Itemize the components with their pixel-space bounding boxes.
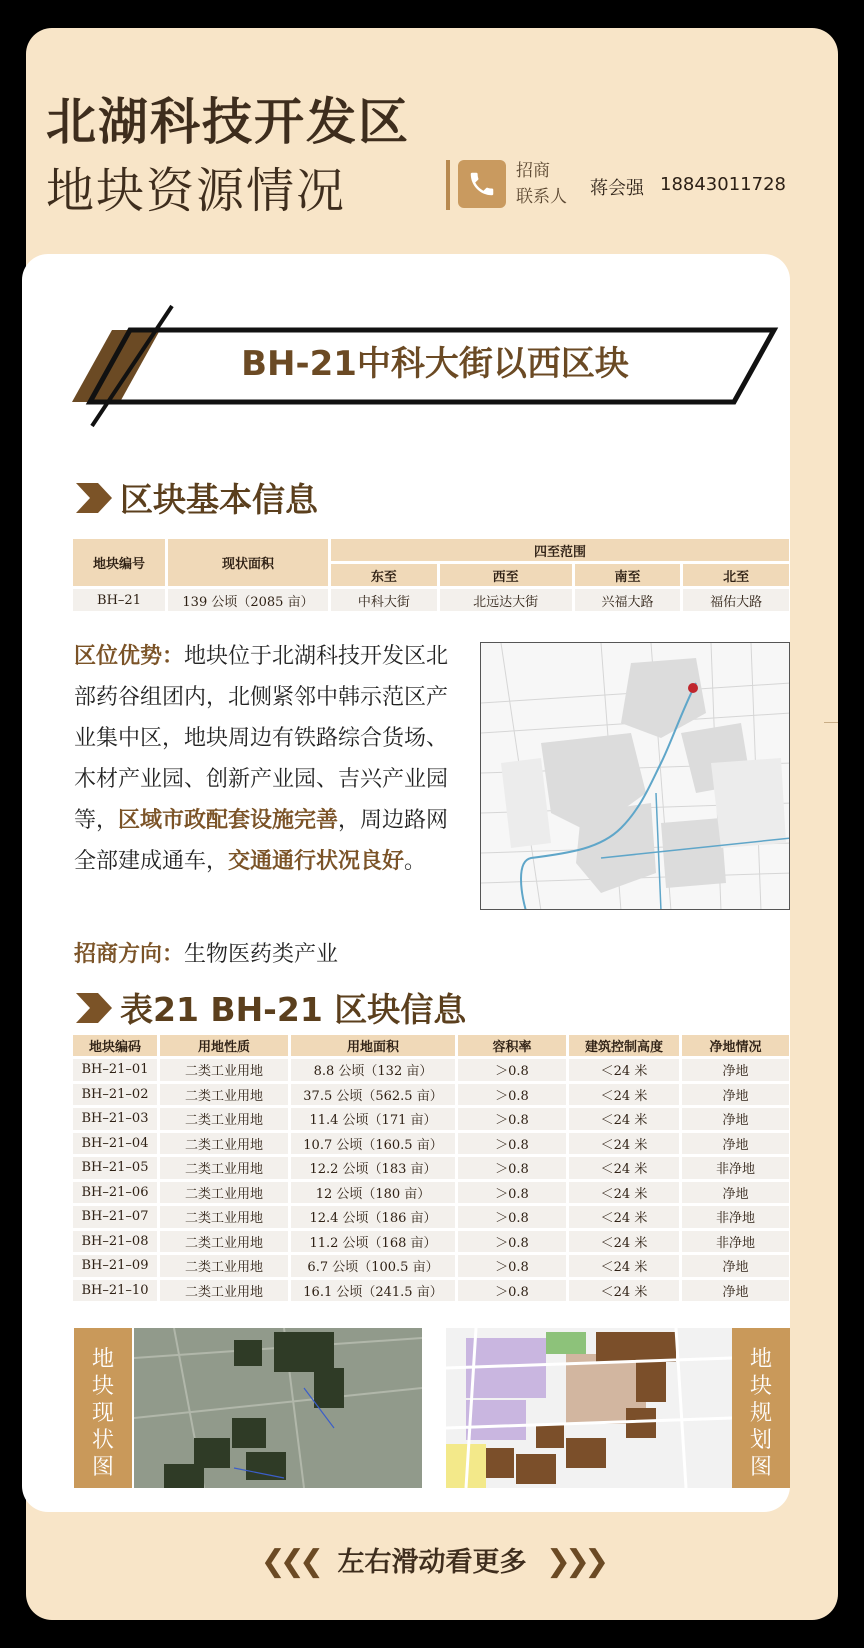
cell: 6.7 公顷（100.5 亩）: [291, 1255, 455, 1277]
cell: ＞0.8: [458, 1206, 566, 1228]
cell: 二类工业用地: [160, 1231, 288, 1253]
cell: 12 公顷（180 亩）: [291, 1182, 455, 1204]
chevrons-right-icon: ❯❯❯: [545, 1544, 604, 1579]
cell: ＜24 米: [569, 1084, 679, 1106]
table-row: [73, 1084, 789, 1106]
cell: BH–21–07: [73, 1206, 157, 1228]
location-highlight-1: 区域市政配套设施完善: [118, 808, 339, 833]
th-land-area: 用地面积: [291, 1035, 455, 1056]
location-highlight-2: 交通通行状况良好: [228, 849, 405, 874]
cell: ＞0.8: [458, 1231, 566, 1253]
contact-label: [516, 158, 567, 210]
table-row: [73, 1231, 789, 1253]
cell: 11.4 公顷（171 亩）: [291, 1108, 455, 1130]
cell: 二类工业用地: [160, 1157, 288, 1179]
cell: ＜24 米: [569, 1108, 679, 1130]
cell: 12.4 公顷（186 亩）: [291, 1206, 455, 1228]
th-area: 现状面积: [168, 539, 328, 586]
cell: 11.2 公顷（168 亩）: [291, 1231, 455, 1253]
th-clear-status: 净地情况: [682, 1035, 789, 1056]
cell: 二类工业用地: [160, 1108, 288, 1130]
cell: 中科大街: [331, 589, 437, 611]
cell: BH–21–05: [73, 1157, 157, 1179]
location-text-e: 。: [404, 849, 427, 874]
cell: 净地: [682, 1108, 789, 1130]
location-map[interactable]: [480, 642, 790, 910]
cell: ＞0.8: [458, 1108, 566, 1130]
current-status-tag: [74, 1328, 132, 1488]
cell: ＞0.8: [458, 1182, 566, 1204]
contact-label-line2: 联系人: [516, 187, 567, 207]
th-east: 东至: [331, 564, 437, 586]
cell: 净地: [682, 1059, 789, 1081]
th-bounds: 四至范围: [331, 539, 789, 561]
cell: 二类工业用地: [160, 1206, 288, 1228]
location-text-a: 地块位于北湖科技开发区北部药谷组团内，北侧紧邻中韩示范区产业集中区，地块周边有铁路综合货场、木材产业园、创新产业园、吉兴产业园等，: [74, 644, 449, 833]
direction-label: 招商方向：: [74, 942, 185, 967]
th-plot-code: 地块编码: [73, 1035, 157, 1056]
table-header-row: [73, 539, 789, 561]
cell: ＜24 米: [569, 1280, 679, 1302]
cell: 净地: [682, 1255, 789, 1277]
current-status-label: 地块现状图: [91, 1347, 114, 1480]
cell: 139 公顷（2085 亩）: [168, 589, 328, 611]
cell: ＞0.8: [458, 1255, 566, 1277]
cell: 非净地: [682, 1206, 789, 1228]
location-label: 区位优势：: [74, 644, 185, 669]
cell: 二类工业用地: [160, 1084, 288, 1106]
cell: 福佑大路: [683, 589, 789, 611]
section-title: 表21 BH-21 区块信息: [120, 990, 467, 1029]
cell: BH–21–01: [73, 1059, 157, 1081]
cell: ＞0.8: [458, 1280, 566, 1302]
page-title: 北湖科技开发区: [46, 93, 410, 151]
plot-info-table: [70, 1032, 792, 1304]
basic-info-table: [70, 536, 792, 614]
table-row: [73, 1280, 789, 1302]
th-north: 北至: [683, 564, 789, 586]
cell: BH–21–04: [73, 1133, 157, 1155]
th-land-use: 用地性质: [160, 1035, 288, 1056]
table-header-row: [73, 1035, 789, 1056]
cell: 12.2 公顷（183 亩）: [291, 1157, 455, 1179]
chevrons-left-icon: ❮❮❮: [260, 1544, 319, 1579]
cell: 二类工业用地: [160, 1182, 288, 1204]
cell: BH–21–06: [73, 1182, 157, 1204]
cell: 净地: [682, 1084, 789, 1106]
cell: ＞0.8: [458, 1059, 566, 1081]
table-row: [73, 1157, 789, 1179]
cell: BH–21: [73, 589, 165, 611]
cell: 净地: [682, 1133, 789, 1155]
cell: ＞0.8: [458, 1084, 566, 1106]
th-far: 容积率: [458, 1035, 566, 1056]
contact-phone[interactable]: 18843011728: [660, 174, 786, 195]
cell: BH–21–02: [73, 1084, 157, 1106]
contact-divider: [446, 160, 450, 210]
page-subtitle: 地块资源情况: [46, 163, 347, 219]
location-text-c: ，周边路网全部建成通车，: [74, 808, 449, 874]
chevron-right-icon: [76, 991, 114, 1025]
cell: ＜24 米: [569, 1182, 679, 1204]
cell: BH–21–09: [73, 1255, 157, 1277]
divider-right: [824, 722, 838, 723]
cell: BH–21–03: [73, 1108, 157, 1130]
th-height: 建筑控制高度: [569, 1035, 679, 1056]
direction-value: 生物医药类产业: [184, 942, 339, 967]
cell: ＞0.8: [458, 1157, 566, 1179]
table-row: [73, 1108, 789, 1130]
swipe-hint[interactable]: [0, 1540, 864, 1579]
planning-map[interactable]: [446, 1328, 732, 1488]
table-row: [73, 1133, 789, 1155]
cell: ＜24 米: [569, 1157, 679, 1179]
cell: 北远达大街: [440, 589, 572, 611]
cell: 非净地: [682, 1231, 789, 1253]
cell: 二类工业用地: [160, 1255, 288, 1277]
planning-label: 地块规划图: [749, 1347, 772, 1480]
cell: ＜24 米: [569, 1255, 679, 1277]
table-row: [73, 1206, 789, 1228]
block-banner: [60, 290, 780, 440]
th-south: 南至: [575, 564, 681, 586]
contact-label-line1: 招商: [516, 161, 550, 181]
th-west: 西至: [440, 564, 572, 586]
contact-name: 蒋会强: [590, 178, 644, 199]
table-row: [73, 1182, 789, 1204]
cell: 净地: [682, 1182, 789, 1204]
cell: ＜24 米: [569, 1059, 679, 1081]
table-row: [73, 589, 789, 611]
phone-icon[interactable]: [458, 160, 506, 208]
cell: ＜24 米: [569, 1231, 679, 1253]
cell: 8.8 公顷（132 亩）: [291, 1059, 455, 1081]
location-marker-icon: [688, 683, 698, 693]
section-title: 区块基本信息: [120, 480, 318, 519]
cell: ＞0.8: [458, 1133, 566, 1155]
table-row: [73, 1059, 789, 1081]
section-basic-info: [76, 474, 318, 521]
cell: 非净地: [682, 1157, 789, 1179]
cell: ＜24 米: [569, 1133, 679, 1155]
table-row: [73, 1255, 789, 1277]
banner-title: BH-21中科大街以西区块: [241, 344, 629, 384]
section-plot-info: [76, 984, 466, 1031]
cell: 二类工业用地: [160, 1059, 288, 1081]
swipe-hint-text: 左右滑动看更多: [337, 1547, 527, 1578]
cell: 二类工业用地: [160, 1133, 288, 1155]
chevron-right-icon: [76, 481, 114, 515]
th-code: 地块编号: [73, 539, 165, 586]
current-status-photo[interactable]: [134, 1328, 422, 1488]
cell: 10.7 公顷（160.5 亩）: [291, 1133, 455, 1155]
planning-tag: [732, 1328, 790, 1488]
cell: BH–21–10: [73, 1280, 157, 1302]
cell: 16.1 公顷（241.5 亩）: [291, 1280, 455, 1302]
cell: BH–21–08: [73, 1231, 157, 1253]
cell: 37.5 公顷（562.5 亩）: [291, 1084, 455, 1106]
investment-direction: [74, 937, 338, 968]
cell: 二类工业用地: [160, 1280, 288, 1302]
cell: ＜24 米: [569, 1206, 679, 1228]
cell: 兴福大路: [575, 589, 681, 611]
location-advantage: [74, 636, 466, 882]
cell: 净地: [682, 1280, 789, 1302]
